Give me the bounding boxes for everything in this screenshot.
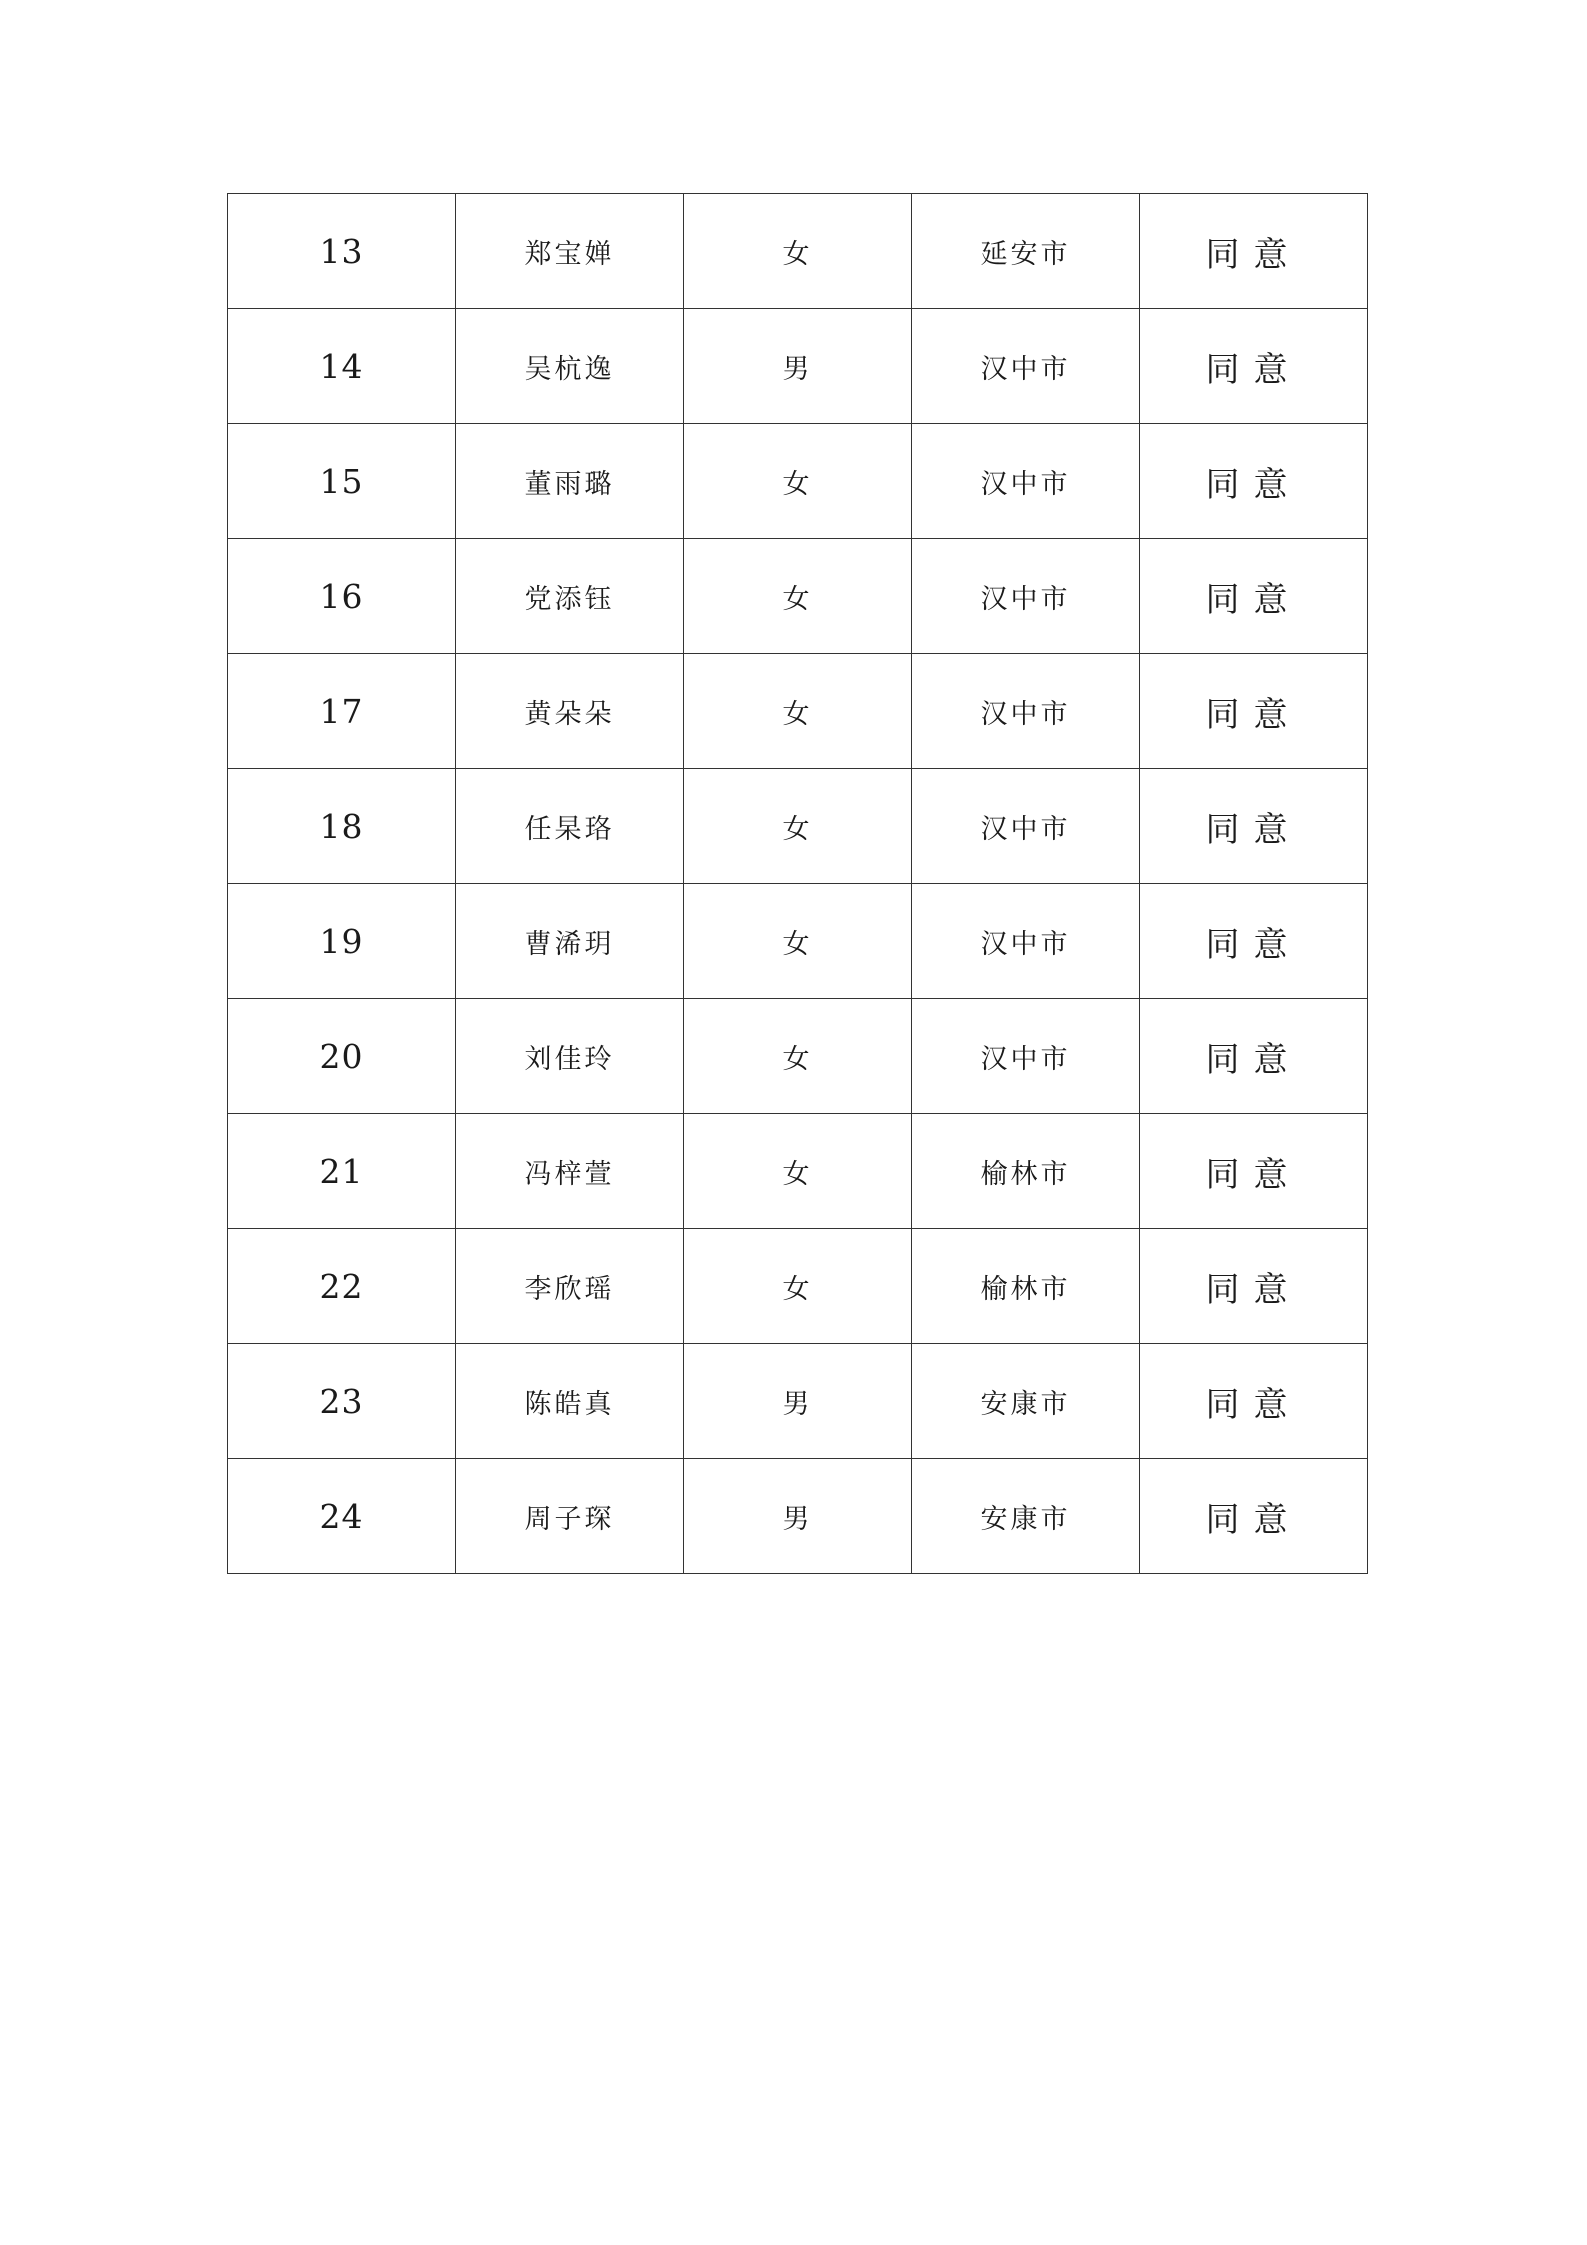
city: 汉中市	[912, 424, 1140, 539]
gender: 女	[684, 424, 912, 539]
city: 汉中市	[912, 884, 1140, 999]
gender: 女	[684, 654, 912, 769]
city: 汉中市	[912, 769, 1140, 884]
row-number: 19	[228, 884, 456, 999]
consent: 同意	[1140, 884, 1368, 999]
row-number: 22	[228, 1229, 456, 1344]
city: 安康市	[912, 1344, 1140, 1459]
table-row	[228, 1344, 1368, 1459]
gender: 女	[684, 1229, 912, 1344]
table-row	[228, 1114, 1368, 1229]
consent: 同意	[1140, 654, 1368, 769]
consent: 同意	[1140, 1114, 1368, 1229]
city: 延安市	[912, 194, 1140, 309]
gender: 女	[684, 769, 912, 884]
person-name: 曹浠玥	[456, 884, 684, 999]
gender: 女	[684, 884, 912, 999]
table-row	[228, 884, 1368, 999]
row-number: 15	[228, 424, 456, 539]
gender: 女	[684, 194, 912, 309]
person-name: 李欣瑶	[456, 1229, 684, 1344]
person-name: 吴杭逸	[456, 309, 684, 424]
table-row	[228, 1229, 1368, 1344]
city: 汉中市	[912, 999, 1140, 1114]
table-row	[228, 539, 1368, 654]
table-row	[228, 769, 1368, 884]
consent: 同意	[1140, 769, 1368, 884]
row-number: 24	[228, 1459, 456, 1574]
row-number: 21	[228, 1114, 456, 1229]
person-name: 冯梓萱	[456, 1114, 684, 1229]
consent: 同意	[1140, 194, 1368, 309]
city: 汉中市	[912, 539, 1140, 654]
table-row	[228, 1459, 1368, 1574]
person-name: 党添钰	[456, 539, 684, 654]
consent: 同意	[1140, 1229, 1368, 1344]
row-number: 14	[228, 309, 456, 424]
city: 汉中市	[912, 309, 1140, 424]
gender: 女	[684, 1114, 912, 1229]
person-name: 刘佳玲	[456, 999, 684, 1114]
gender: 男	[684, 309, 912, 424]
person-name: 黄朵朵	[456, 654, 684, 769]
gender: 男	[684, 1344, 912, 1459]
city: 安康市	[912, 1459, 1140, 1574]
consent: 同意	[1140, 309, 1368, 424]
row-number: 23	[228, 1344, 456, 1459]
consent: 同意	[1140, 539, 1368, 654]
consent: 同意	[1140, 999, 1368, 1114]
gender: 女	[684, 999, 912, 1114]
gender: 男	[684, 1459, 912, 1574]
gender: 女	[684, 539, 912, 654]
row-number: 20	[228, 999, 456, 1114]
consent: 同意	[1140, 424, 1368, 539]
row-number: 17	[228, 654, 456, 769]
consent: 同意	[1140, 1459, 1368, 1574]
city: 榆林市	[912, 1114, 1140, 1229]
table-row	[228, 424, 1368, 539]
row-number: 16	[228, 539, 456, 654]
table-row	[228, 654, 1368, 769]
roster-table	[227, 193, 1368, 1574]
table-row	[228, 194, 1368, 309]
person-name: 周子琛	[456, 1459, 684, 1574]
person-name: 陈皓真	[456, 1344, 684, 1459]
consent: 同意	[1140, 1344, 1368, 1459]
row-number: 18	[228, 769, 456, 884]
row-number: 13	[228, 194, 456, 309]
table-row	[228, 999, 1368, 1114]
table-row	[228, 309, 1368, 424]
person-name: 任杲珞	[456, 769, 684, 884]
city: 榆林市	[912, 1229, 1140, 1344]
person-name: 郑宝婵	[456, 194, 684, 309]
person-name: 董雨璐	[456, 424, 684, 539]
city: 汉中市	[912, 654, 1140, 769]
